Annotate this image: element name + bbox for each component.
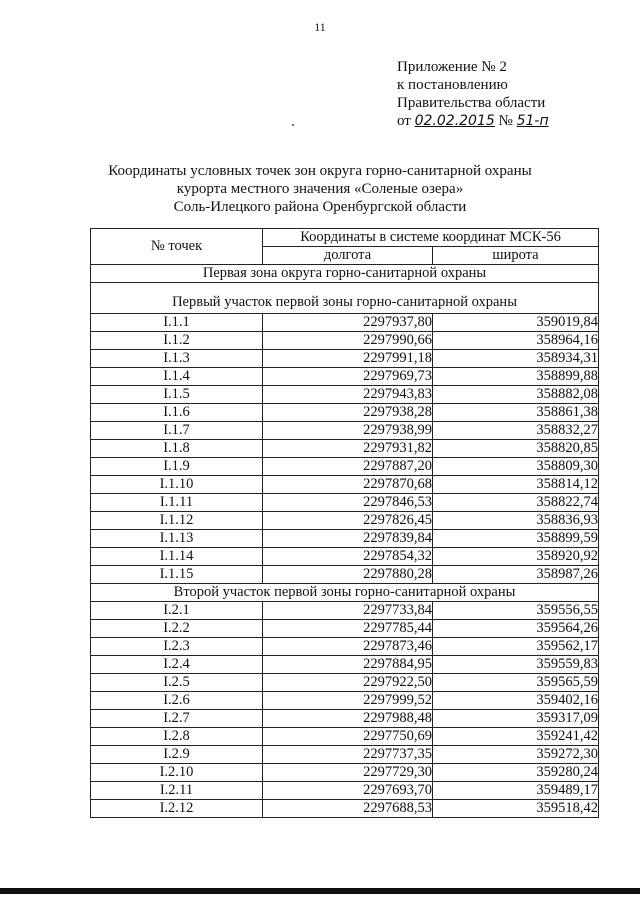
longitude-value: 2297990,66 xyxy=(263,332,433,350)
page-number: 11 xyxy=(314,20,326,34)
latitude-value: 358832,27 xyxy=(433,422,599,440)
header-coordinate-system: Координаты в системе координат МСК-56 xyxy=(263,229,599,247)
longitude-value: 2297999,52 xyxy=(263,692,433,710)
table-row xyxy=(91,728,599,746)
point-id: I.2.7 xyxy=(91,710,263,728)
stray-dot xyxy=(292,124,294,126)
latitude-value: 358822,74 xyxy=(433,494,599,512)
longitude-value: 2297988,48 xyxy=(263,710,433,728)
latitude-value: 359317,09 xyxy=(433,710,599,728)
point-id: I.1.14 xyxy=(91,548,263,566)
table-row xyxy=(91,494,599,512)
latitude-value: 359241,42 xyxy=(433,728,599,746)
latitude-value: 358882,08 xyxy=(433,386,599,404)
longitude-value: 2297729,30 xyxy=(263,764,433,782)
number-label: № xyxy=(498,113,513,129)
section-1-title: Первый участок первой зоны горно-санитарной охраны xyxy=(91,283,599,314)
point-id: I.2.10 xyxy=(91,764,263,782)
point-id: I.1.1 xyxy=(91,314,263,332)
longitude-value: 2297846,53 xyxy=(263,494,433,512)
table-row xyxy=(91,548,599,566)
appendix-date-line xyxy=(397,112,549,130)
point-id: I.1.8 xyxy=(91,440,263,458)
table-row xyxy=(91,692,599,710)
latitude-value: 359280,24 xyxy=(433,764,599,782)
point-id: I.2.2 xyxy=(91,620,263,638)
latitude-value: 359564,26 xyxy=(433,620,599,638)
table-row xyxy=(91,368,599,386)
table-row xyxy=(91,422,599,440)
latitude-value: 359565,59 xyxy=(433,674,599,692)
latitude-value: 359559,83 xyxy=(433,656,599,674)
table-row xyxy=(91,602,599,620)
table-row xyxy=(91,386,599,404)
longitude-value: 2297826,45 xyxy=(263,512,433,530)
handwritten-number: 51-п xyxy=(516,113,549,129)
latitude-value: 358814,12 xyxy=(433,476,599,494)
table-row xyxy=(91,674,599,692)
longitude-value: 2297991,18 xyxy=(263,350,433,368)
table-row xyxy=(91,638,599,656)
appendix-resolution: к постановлению xyxy=(397,77,508,93)
latitude-value: 359562,17 xyxy=(433,638,599,656)
latitude-value: 359556,55 xyxy=(433,602,599,620)
latitude-value: 358934,31 xyxy=(433,350,599,368)
point-id: I.2.6 xyxy=(91,692,263,710)
table-row xyxy=(91,530,599,548)
point-id: I.2.9 xyxy=(91,746,263,764)
handwritten-date: 02.02.2015 xyxy=(414,113,495,129)
point-id: I.1.13 xyxy=(91,530,263,548)
point-id: I.1.6 xyxy=(91,404,263,422)
table-row xyxy=(91,746,599,764)
point-id: I.1.4 xyxy=(91,368,263,386)
title-line-2: курорта местного значения «Соленые озера» xyxy=(176,181,464,197)
point-id: I.1.10 xyxy=(91,476,263,494)
longitude-value: 2297854,32 xyxy=(263,548,433,566)
table-row xyxy=(91,710,599,728)
point-id: I.2.12 xyxy=(91,800,263,818)
table-row xyxy=(91,314,599,332)
latitude-value: 359272,30 xyxy=(433,746,599,764)
appendix-block xyxy=(397,58,549,130)
appendix-government: Правительства области xyxy=(397,95,546,111)
longitude-value: 2297873,46 xyxy=(263,638,433,656)
longitude-value: 2297943,83 xyxy=(263,386,433,404)
latitude-value: 358820,85 xyxy=(433,440,599,458)
zone-row xyxy=(91,265,599,283)
longitude-value: 2297785,44 xyxy=(263,620,433,638)
table-row xyxy=(91,656,599,674)
table-row xyxy=(91,440,599,458)
point-id: I.1.7 xyxy=(91,422,263,440)
latitude-value: 359489,17 xyxy=(433,782,599,800)
table-row xyxy=(91,350,599,368)
table-row xyxy=(91,764,599,782)
point-id: I.1.12 xyxy=(91,512,263,530)
point-id: I.2.5 xyxy=(91,674,263,692)
table-row xyxy=(91,332,599,350)
latitude-value: 359518,42 xyxy=(433,800,599,818)
zone-title: Первая зона округа горно-санитарной охраны xyxy=(91,265,599,283)
latitude-value: 358809,30 xyxy=(433,458,599,476)
table-row xyxy=(91,458,599,476)
longitude-value: 2297938,28 xyxy=(263,404,433,422)
table-row xyxy=(91,404,599,422)
point-id: I.2.4 xyxy=(91,656,263,674)
coordinates-table xyxy=(90,228,599,818)
longitude-value: 2297880,28 xyxy=(263,566,433,584)
longitude-value: 2297839,84 xyxy=(263,530,433,548)
scan-edge-bar xyxy=(0,888,640,894)
table-row xyxy=(91,620,599,638)
longitude-value: 2297870,68 xyxy=(263,476,433,494)
point-id: I.2.8 xyxy=(91,728,263,746)
header-row xyxy=(91,229,599,247)
longitude-value: 2297884,95 xyxy=(263,656,433,674)
latitude-value: 358920,92 xyxy=(433,548,599,566)
latitude-value: 358964,16 xyxy=(433,332,599,350)
from-label: от xyxy=(397,113,411,129)
table-row xyxy=(91,566,599,584)
section-row xyxy=(91,584,599,602)
table-row xyxy=(91,782,599,800)
appendix-title: Приложение № 2 xyxy=(397,59,507,75)
longitude-value: 2297938,99 xyxy=(263,422,433,440)
latitude-value: 358899,88 xyxy=(433,368,599,386)
latitude-value: 358987,26 xyxy=(433,566,599,584)
document-title xyxy=(0,162,640,216)
longitude-value: 2297937,80 xyxy=(263,314,433,332)
point-id: I.1.5 xyxy=(91,386,263,404)
latitude-value: 358836,93 xyxy=(433,512,599,530)
longitude-value: 2297693,70 xyxy=(263,782,433,800)
table-row xyxy=(91,800,599,818)
header-latitude: широта xyxy=(433,247,599,265)
point-id: I.1.2 xyxy=(91,332,263,350)
section-row xyxy=(91,283,599,314)
point-id: I.1.15 xyxy=(91,566,263,584)
longitude-value: 2297931,82 xyxy=(263,440,433,458)
longitude-value: 2297688,53 xyxy=(263,800,433,818)
point-id: I.2.11 xyxy=(91,782,263,800)
header-longitude: долгота xyxy=(263,247,433,265)
point-id: I.1.9 xyxy=(91,458,263,476)
longitude-value: 2297733,84 xyxy=(263,602,433,620)
title-line-3: Соль-Илецкого района Оренбургской области xyxy=(173,199,467,215)
latitude-value: 358899,59 xyxy=(433,530,599,548)
table-row xyxy=(91,476,599,494)
header-points: № точек xyxy=(91,229,263,265)
point-id: I.1.11 xyxy=(91,494,263,512)
point-id: I.2.1 xyxy=(91,602,263,620)
point-id: I.1.3 xyxy=(91,350,263,368)
longitude-value: 2297922,50 xyxy=(263,674,433,692)
point-id: I.2.3 xyxy=(91,638,263,656)
latitude-value: 359019,84 xyxy=(433,314,599,332)
longitude-value: 2297737,35 xyxy=(263,746,433,764)
latitude-value: 358861,38 xyxy=(433,404,599,422)
longitude-value: 2297887,20 xyxy=(263,458,433,476)
longitude-value: 2297969,73 xyxy=(263,368,433,386)
title-line-1: Координаты условных точек зон округа горно-санитарной охраны xyxy=(108,163,532,179)
latitude-value: 359402,16 xyxy=(433,692,599,710)
section-2-title: Второй участок первой зоны горно-санитарной охраны xyxy=(91,584,599,602)
table-row xyxy=(91,512,599,530)
longitude-value: 2297750,69 xyxy=(263,728,433,746)
